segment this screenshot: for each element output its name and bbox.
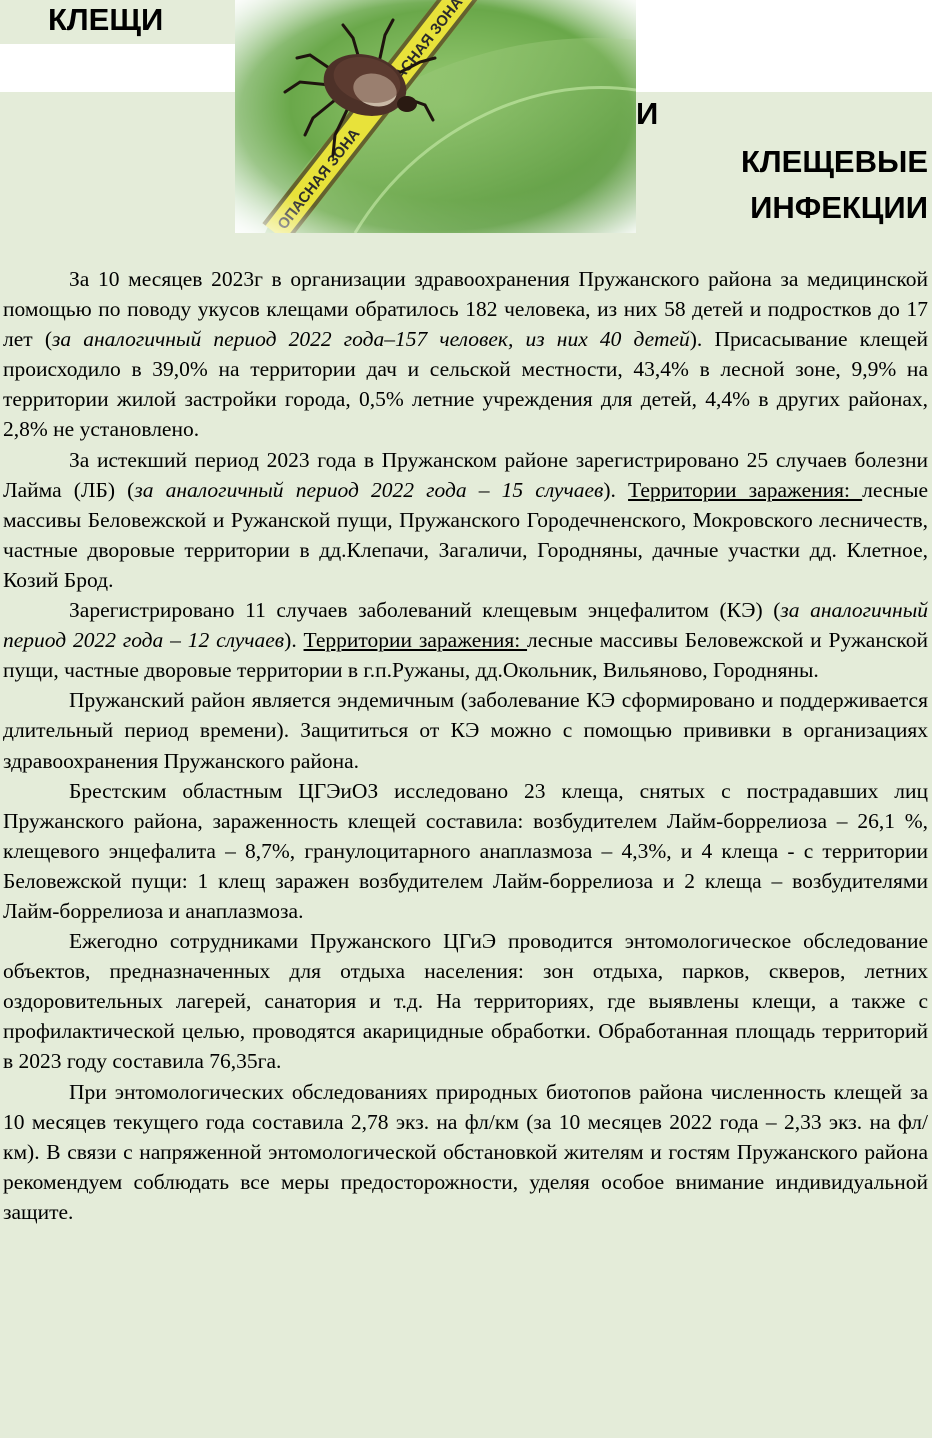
p2-text: За истекший период 2023 года в Пружанском районе зарегистрировано 25 случаев болезни Лайма (ЛБ) ( — [3, 447, 928, 502]
paragraph-4: Пружанский район является эндемичным (заболевание КЭ сформировано и поддерживается длительный период времени). Защититься от КЭ можно с помощью прививки в организациях здравоохранения Пружанского района. — [3, 688, 928, 773]
paragraph-6: Ежегодно сотрудниками Пружанского ЦГиЭ проводится энтомологическое обследование объектов, предназначенных для отдыха населения: зон отдыха, парков, скверов, летних оздоровительных лагерей, санатория и т.д. На территориях, где выявлены клещи, а также с профилактической целью, проводятся акарицидные обработки. Обработанная площадь территорий в 2023 году составила 76,35га. — [3, 929, 928, 1074]
tick-photo-svg — [235, 0, 636, 233]
p2-text-3: лесные массивы Беловежской и Ружанской пущи, Пружанского Городечненского, Мокровского лесничеств, частные дворовые территории в дд.Клепачи, Загаличи, Городняны, дачные участки дд. Клетное, Козий Брод. — [3, 477, 928, 592]
paragraph-7: При энтомологических обследованиях природных биотопов района численность клещей за 10 месяцев текущего года составила 2,78 экз. на фл/км (за 10 месяцев 2022 года – 2,33 экз. на фл/км). В связи с напряженной энтомологической обстановкой жителям и гостям Пружанского района рекомендуем соблюдать все меры предосторожности, уделяя особое внимание индивидуальной защите. — [3, 1079, 928, 1224]
p2-text-2: ). — [603, 477, 629, 502]
article-body — [3, 264, 928, 1227]
title-tick-borne: КЛЕЩЕВЫЕ — [740, 144, 928, 179]
paragraph-2 — [3, 445, 928, 595]
title-and: И — [636, 96, 659, 131]
p1-text-2: ). Присасывание клещей происходило в 39,0% на территории дач и сельской местности, 43,4% в лесной зоне, 9,9% на территории жилой застройки города, 0,5% летние учреждения для детей, 4,4% в других районах, 2,8% не установлено. — [3, 327, 928, 442]
p1-italic: за аналогичный период 2022 года–157 человек, из них 40 детей — [51, 327, 690, 352]
tick-photo — [235, 0, 636, 233]
paragraph-1 — [3, 264, 928, 445]
title-ticks: КЛЕЩИ — [48, 2, 164, 37]
title-infections: ИНФЕКЦИИ — [750, 190, 928, 225]
paragraph-5: Брестским областным ЦГЭиОЗ исследовано 23 клеща, снятых с пострадавших лиц Пружанского района, зараженность клещей составила: возбудителем Лайм-боррелиоза – 26,1 %, клещевого энцефалита – 8,7%, гранулоцитарного анаплазмоза – 4,3%, и 4 клеща - с территории Беловежской пущи: 1 клещ заражен возбудителем Лайм-боррелиоза и 2 клеща – возбудителями Лайм-боррелиоза и анаплазмоза. — [3, 778, 928, 923]
paragraph-3 — [3, 595, 928, 685]
p1-text: За 10 месяцев 2023г в организации здравоохранения Пружанского района за медицинской помощью по поводу укусов клещами обратилось 182 человека, из них 58 детей и подростков до 17 лет ( — [3, 267, 928, 352]
p3-underline: Территории заражения: — [303, 628, 528, 653]
p3-text-3: лесные массивы Беловежской и Ружанской пущи, частные дворовые территории в г.п.Ружаны, дд.Окольник, Вильяново, Городняны. — [3, 628, 928, 683]
p3-text: Зарегистрировано 11 случаев заболеваний клещевым энцефалитом (КЭ) ( — [69, 598, 781, 623]
p2-italic: за аналогичный период 2022 года – 15 случаев — [134, 477, 604, 502]
p2-underline: Территории заражения: — [628, 477, 863, 502]
p3-text-2: ). — [284, 628, 304, 653]
p3-italic: за аналогичный период 2022 года – 12 случаев — [3, 598, 929, 653]
